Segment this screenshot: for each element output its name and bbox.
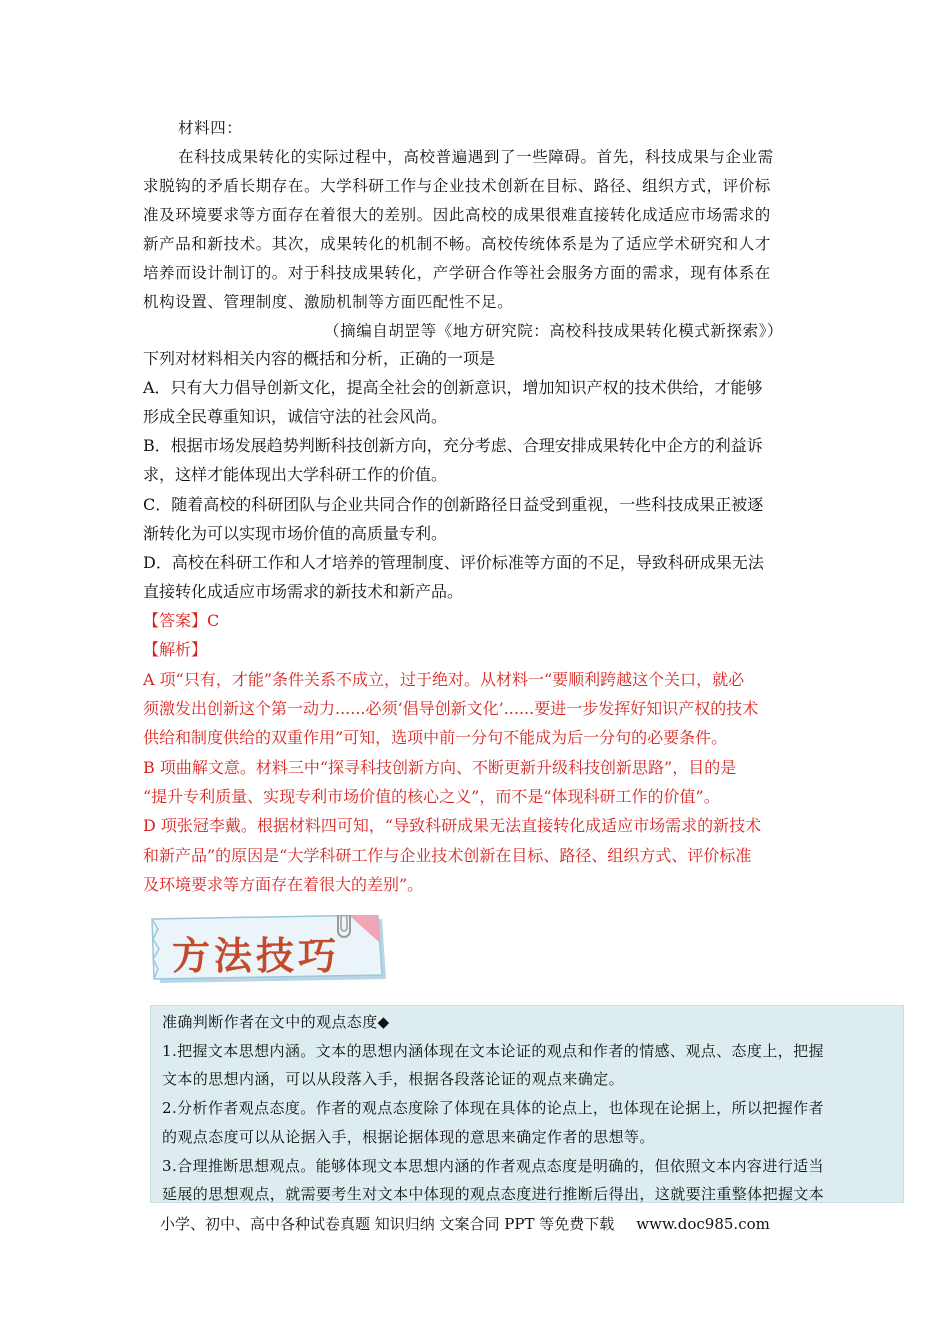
tips-line: 延展的思想观点，就需要考生对文本中体现的观点态度进行推断后得出，这就要注重整体把握文本 [162, 1185, 825, 1203]
question-stem: 下列对材料相关内容的概括和分析，正确的一项是 [143, 349, 496, 368]
analysis-line: 供给和制度供给的双重作用”可知，选项中前一分句不能成为后一分句的必要条件。 [143, 728, 728, 747]
material-source: （摘编自胡罡等《地方研究院：高校科技成果转化模式新探索》） [324, 322, 784, 340]
tips-heading: 准确判断作者在文中的观点态度◆ [162, 1013, 390, 1031]
option-c-line2: 渐转化为可以实现市场价值的高质量专利。 [143, 524, 448, 543]
option-a-line2: 形成全民尊重知识，诚信守法的社会风尚。 [143, 407, 448, 426]
option-c-line1: C．随着高校的科研团队与企业共同合作的创新路径日益受到重视，一些科技成果正被逐 [143, 495, 764, 514]
analysis-label: 【解析】 [143, 640, 208, 659]
option-b-line1: B．根据市场发展趋势判断科技创新方向，充分考虑、合理安排成果转化中企方的利益诉 [143, 436, 763, 455]
method-tips-banner [150, 915, 390, 985]
analysis-line: “提升专利质量、实现专利市场价值的核心之义”，而不是“体现科研工作的价值”。 [143, 787, 720, 806]
tips-line: 2.分析作者观点态度。作者的观点态度除了体现在具体的论点上，也体现在论据上，所以把握作者 [162, 1099, 824, 1117]
material-line: 培养而设计制订的。对于科技成果转化，产学研合作等社会服务方面的需求，现有体系在 [143, 264, 771, 282]
analysis-line: 须激发出创新这个第一动力......必须‘倡导创新文化’......要进一步发挥好知识产权的技术 [143, 699, 759, 718]
analysis-line: B 项曲解文意。材料三中“探寻科技创新方向、不断更新升级科技创新思路”，目的是 [143, 758, 737, 777]
analysis-line: 和新产品”的原因是“大学科研工作与企业技术创新在目标、路径、组织方式、评价标准 [143, 846, 752, 865]
footer-text: 小学、初中、高中各种试卷真题 知识归纳 文案合同 PPT 等免费下载 [160, 1215, 615, 1233]
page-footer [160, 1213, 770, 1234]
material-line: 求脱钩的矛盾长期存在。大学科研工作与企业技术创新在目标、路径、组织方式，评价标 [143, 177, 771, 195]
material-line: 准及环境要求等方面存在着很大的差别。因此高校的成果很难直接转化成适应市场需求的 [143, 206, 771, 224]
tips-line: 1.把握文本思想内涵。文本的思想内涵体现在文本论证的观点和作者的情感、观点、态度上，把握 [162, 1042, 824, 1060]
footer-url[interactable]: www.doc985.com [636, 1215, 770, 1233]
material-heading: 材料四： [178, 119, 243, 137]
tips-line: 文本的思想内涵，可以从段落入手，根据各段落论证的观点来确定。 [162, 1070, 625, 1088]
tips-line: 3.合理推断思想观点。能够体现文本思想内涵的作者观点态度是明确的，但依照文本内容进行适当 [162, 1157, 824, 1175]
option-d-line1: D．高校在科研工作和人才培养的管理制度、评价标准等方面的不足，导致科研成果无法 [143, 553, 764, 572]
analysis-line: 及环境要求等方面存在着很大的差别”。 [143, 875, 424, 894]
analysis-line: D 项张冠李戴。根据材料四可知，“导致科研成果无法直接转化成适应市场需求的新技术 [143, 816, 762, 835]
option-a-line1: A．只有大力倡导创新文化，提高全社会的创新意识，增加知识产权的技术供给，才能够 [143, 378, 763, 397]
tips-line: 的观点态度可以从论据入手，根据论据体现的意思来确定作者的思想等。 [162, 1128, 655, 1146]
answer-value: C [207, 611, 220, 630]
analysis-line: A 项“只有，才能”条件关系不成立，过于绝对。从材料一“要顺利跨越这个关口，就必 [143, 670, 745, 689]
material-line: 在科技成果转化的实际过程中，高校普遍遇到了一些障碍。首先，科技成果与企业需 [178, 148, 774, 166]
banner-title: 方法技巧 [172, 934, 341, 978]
option-d-line2: 直接转化成适应市场需求的新技术和新产品。 [143, 582, 464, 601]
material-line: 机构设置、管理制度、激励机制等方面匹配性不足。 [143, 293, 514, 311]
answer-label: 【答案】 [143, 611, 208, 630]
material-line: 新产品和新技术。其次，成果转化的机制不畅。高校传统体系是为了适应学术研究和人才 [143, 235, 771, 253]
answer-line [143, 610, 219, 632]
option-b-line2: 求，这样才能体现出大学科研工作的价值。 [143, 465, 448, 484]
